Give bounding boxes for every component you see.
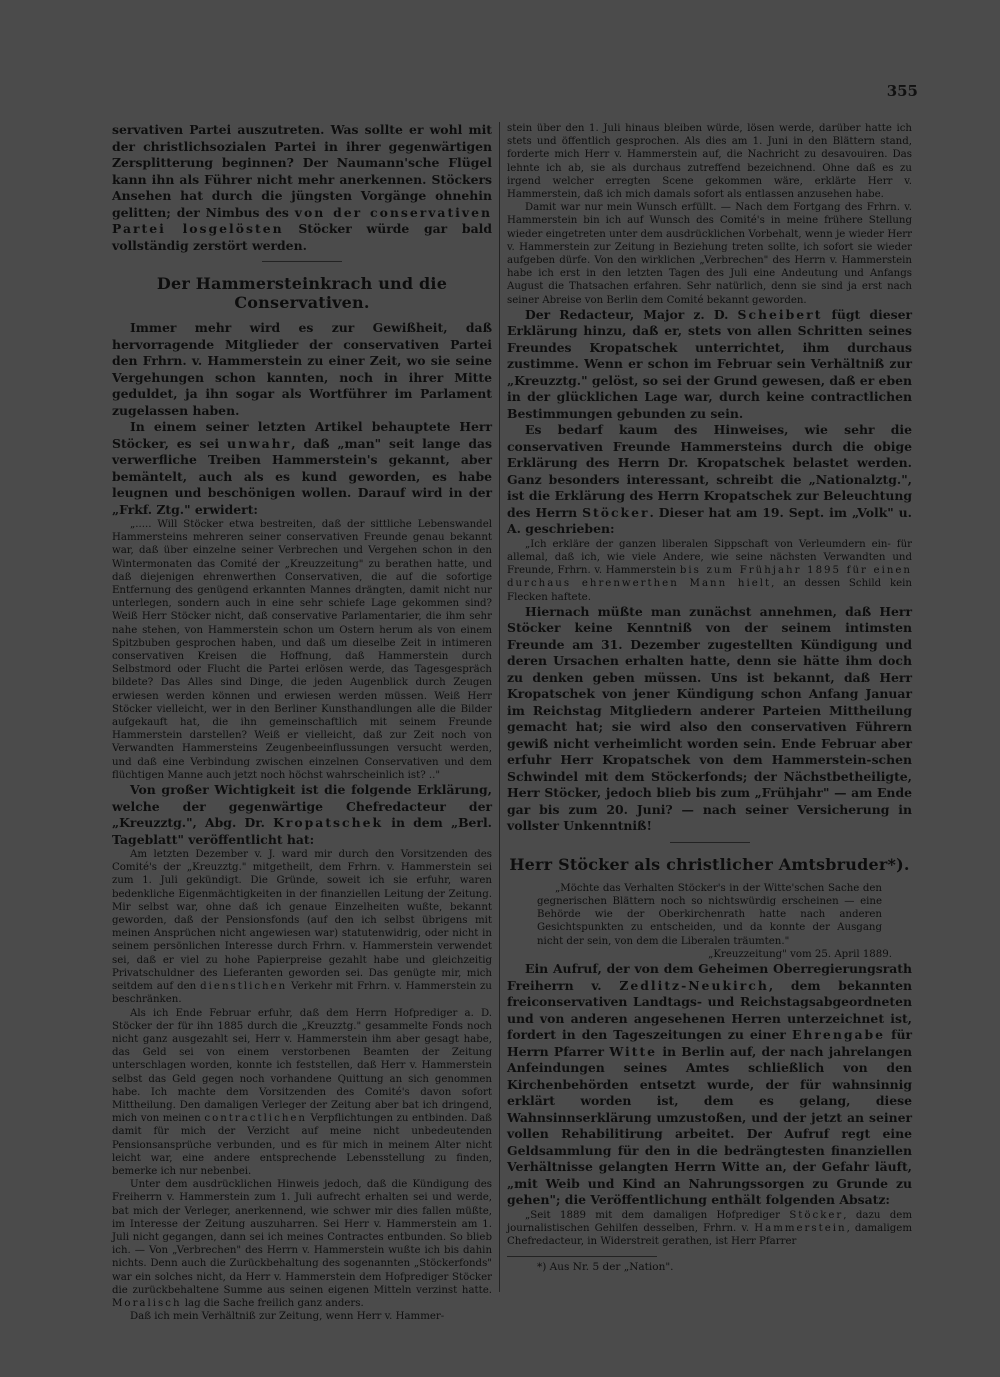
quotation: Als ich Ende Februar erfuhr, daß dem Herrn Hofprediger a. D. Stöcker der für ihn 1885 durch die „Kreuzztg." gesammelte Fonds noch nicht ganz ausgezahlt sei, Herr v. Hammerstein ihm aber gesagt habe, das Geld sei von einem verstorbenen Beamten der Zeitung unterschlagen worden, konnte ich feststellen, daß Herr v. Hammerstein selbst das Geld gegen noch vorhandene Quittung an sich genommen habe. Ich machte dem Vorsitzenden des Comité's davon sofort Mittheilung. Den damaligen Verleger der Zeitung aber bat ich dringend, mich von meinen contractlichen Verpflichtungen zu entbinden. Daß damit für mich der Verzicht auf meine nicht unbedeutenden Pensionsansprüche verbunden, und es für mich in meinem Alter nicht leicht war, eine andere entsprechende Lebensstellung zu finden, bemerke ich nur nebenbei.	[112, 1007, 492, 1177]
paragraph: servativen Partei auszutreten. Was sollte er wohl mit der christlichsozialen Partei in ihrer gegenwärtigen Zersplitterung beginnen? Der Naumann'sche Flügel kann ihn als Führer nicht mehr anerkennen. Stöckers Ansehen hat durch die jüngsten Vorgänge ohnehin gelitten; der Nimbus des von der conservativen Partei losgelösten Stöcker würde gar bald vollständig zerstört werden.	[112, 122, 492, 253]
paragraph: Von großer Wichtigkeit ist die folgende Erklärung, welche der gegenwärtige Chefredacteur der „Kreuzztg.", Abg. Dr. Kropatschek in dem „Berl. Tageblatt" veröffentlicht hat:	[112, 782, 492, 847]
quotation: Damit war nur mein Wunsch erfüllt. — Nach dem Fortgang des Frhrn. v. Hammerstein bin ich auf Wunsch des Comité's in meine frühere Stellung wieder eingetreten unter dem ausdrücklichen Vorbehalt, wenn je wieder Herr v. Hammerstein zur Zeitung in Beziehung treten sollte, ich sofort sie wieder aufgeben dürfe. Von den wirklichen „Verbrechen" des Herrn v. Hammerstein habe ich erst in den letzten Tagen des Juli eine Andeutung und Anfangs August die Thatsachen erfahren. Sehr natürlich, denn sie sind ja erst nach seiner Abreise von Berlin dem Comité bekannt geworden.	[507, 202, 912, 306]
paragraph: Immer mehr wird es zur Gewißheit, daß hervorragende Mitglieder der conservativen Partei den Frhrn. v. Hammerstein zu einer Zeit, wo sie seine Vergehungen schon kannten, noch in ihrer Mitte geduldet, ja ihn sogar als Wortführer im Parlament zugelassen haben.	[112, 320, 492, 418]
right-column	[507, 122, 912, 1312]
quotation: „Ich erkläre der ganzen liberalen Sippschaft von Verleumdern ein- für allemal, daß ich, wie viele Andere, wie seine nächsten Verwandten und Freunde, Frhrn. v. Hammerstein bis zum Frühjahr 1895 für einen durchaus ehrenwerthen Mann hielt, an dessen Schild kein Flecken haftete.	[507, 538, 912, 603]
epigraph: „Möchte das Verhalten Stöcker's in der Witte'schen Sache den gegnerischen Blättern noch so nichtswürdig erscheinen — eine Behörde wie der Oberkirchenrath hatte nach anderen Gesichtspunkten zu entscheiden, und da konnte der Ausgang nicht der sein, von dem die Liberalen träumten."	[537, 882, 882, 947]
paragraph: Hiernach müßte man zunächst annehmen, daß Herr Stöcker keine Kenntniß von der seinem intimsten Freunde am 31. Dezember zugestellten Kündigung und deren Ursachen erhalten hatte, denn sie hätte ihm doch zu denken geben müssen. Uns ist bekannt, daß Herr Kropatschek von jener Kündigung schon Anfang Januar im Reichstag Mitgliedern anderer Parteien Mittheilung gemacht hat; sie wird also den conservativen Führern gewiß nicht verheimlicht worden sein. Ende Februar aber erfuhr Herr Kropatschek von dem Hammerstein-schen Schwindel mit dem Stöckerfonds; der Nächstbetheiligte, Herr Stöcker, jedoch blieb bis zum „Frühjahr" — am Ende gar bis zum 20. Juni? — nach seiner Versicherung in vollster Unkenntniß!	[507, 603, 912, 834]
quotation: Am letzten Dezember v. J. ward mir durch den Vorsitzenden des Comité's der „Kreuzztg." mitgetheilt, dem Frhrn. v. Hammerstein sei zum 1. Juli gekündigt. Die Gründe, soweit ich sie erfuhr, waren bedenkliche Eigenmächtigkeiten in der finanziellen Leitung der Zeitung. Mir selbst war, ohne daß ich genaue Einzelheiten wußte, bekannt geworden, daß der Pensionsfonds (auf den ich selbst übrigens mit meinen Ansprüchen nicht angewiesen war) statutenwidrig, oder nicht in seinem persönlichen Interesse durch Frhrn. v. Hammerstein verwendet sei, daß er viel zu hohe Papierpreise gezahlt habe und gleichzeitig Privatschuldner des Lieferanten geworden sei. Das genügte mir, mich seitdem auf den dienstlichen Verkehr mit Frhrn. v. Hammerstein zu beschränken.	[112, 849, 492, 1006]
paragraph: In einem seiner letzten Artikel behauptete Herr Stöcker, es sei unwahr, daß „man" seit lange das verwerfliche Treiben Hammerstein's gekannt, aber bemäntelt, auch als es kund geworden, es habe leugnen und beschönigen wollen. Darauf wird in der „Frkf. Ztg." erwidert:	[112, 419, 492, 517]
separator-rule	[670, 842, 750, 843]
article-heading: Herr Stöcker als christlicher Amtsbruder*).	[509, 854, 910, 874]
paragraph: Der Redacteur, Major z. D. Scheibert fügt dieser Erklärung hinzu, daß er, stets von allen Schritten seines Freundes Kropatschek unterrichtet, ihm durchaus zustimme. Wenn er schon im Februar sein Verhältniß zur „Kreuzztg." gelöst, so sei der Grund gewesen, daß er eben in der glücklichen Lage war, durch keine contractlichen Bestimmungen gebunden zu sein.	[507, 306, 912, 421]
paragraph: Es bedarf kaum des Hinweises, wie sehr die conservativen Freunde Hammersteins durch die obige Erklärung des Herrn Dr. Kropatschek belastet werden. Ganz besonders interessant, schreibt die „Nationalztg.", ist die Erklärung des Herrn Kropatschek zur Beleuchtung des Herrn Stöcker. Dieser hat am 19. Sept. im „Volk" u. A. geschrieben:	[507, 422, 912, 537]
quotation: Daß ich mein Verhältniß zur Zeitung, wenn Herr v. Hammer-	[130, 1311, 445, 1323]
footnote: *) Aus Nr. 5 der „Nation".	[537, 1261, 674, 1274]
quotation: „Seit 1889 mit dem damaligen Hofprediger Stöcker, dazu dem journalistischen Gehilfen desselben, Frhrn. v. Hammerstein, damaligem Chefredacteur, in Widerstreit gerathen, ist Herr Pfarrer	[507, 1209, 912, 1247]
paragraph: Ein Aufruf, der von dem Geheimen Oberregierungsrath Freiherrn v. Zedlitz-Neukirch, dem bekannten freiconservativen Landtags- und Reichstagsabgeordneten und von anderen angesehenen Herren unterzeichnet ist, fordert in den Tageszeitungen zu einer Ehrengabe für Herrn Pfarrer Witte in Berlin auf, der nach jahrelangen Anfeindungen seines Amtes schließlich von den Kirchenbehörden entsetzt wurde, der für wahnsinnig erklärt worden ist, dem es gelang, diese Wahnsinnserklärung umzustoßen, und der jetzt an seiner vollen Rehabilitirung arbeitet. Der Aufruf regt eine Geldsammlung für den in die bedrängtesten finanziellen Verhältnisse gelangten Herrn Witte an, der Gefahr läuft, „mit Weib und Kind an Nahrungssorgen zu Grunde zu gehen"; die Veröffentlichung enthält folgenden Absatz:	[507, 961, 912, 1208]
separator-rule	[262, 261, 342, 262]
quotation: „..... Will Stöcker etwa bestreiten, daß der sittliche Lebenswandel Hammersteins mehreren seiner conservativen Freunde genau bekannt war, daß über einzelne seiner Verbrechen und Vergehen schon in den Wintermonaten das Comité der „Kreuzzeitung" zu berathen hatte, und daß diejenigen ehrenwerthen Conservativen, die auf die sofortige Entfernung des genügend erkannten Mannes drängten, damit nicht nur unterlegen, sondern auch in eine sehr schiefe Lage gekommen sind? Weiß Herr Stöcker nicht, daß conservative Parlamentarier, die ihm sehr nahe stehen, von Hammerstein schon um Ostern herum als von einem Spitzbuben gesprochen haben, und daß um dieselbe Zeit in intimeren conservativen Kreisen die Hoffnung, daß Hammerstein durch Selbstmord oder Flucht die Partei erlösen werde, das Tagesgespräch bildete? Das Alles sind Dinge, die jeden Augenblick durch Zeugen erwiesen werden können und erwiesen werden müssen. Weiß Herr Stöcker vielleicht, wer in den Berliner Kunsthandlungen alle die Bilder aufgekauft hat, die ihn gemeinschaftlich mit seinem Freunde Hammerstein darstellen? Weiß er vielleicht, daß zur Zeit noch von Verwandten Hammersteins Zeugenbeeinflussungen versucht werden, und daß eine Verbindung zwischen einzelnen Conservativen und dem flüchtigen Manne auch jetzt noch höchst wahrscheinlich ist? .."	[112, 519, 492, 781]
epigraph-source: „Kreuzzeitung" vom 25. April 1889.	[708, 948, 892, 960]
quotation: Unter dem ausdrücklichen Hinweis jedoch, daß die Kündigung des Freiherrn v. Hammerstein zum 1. Juli aufrecht erhalten sei und werde, bat mich der Verleger, anerkennend, wie schwer mir dies fallen müßte, im Interesse der Zeitung auszuharren. Sei Herr v. Hammerstein am 1. Juli nicht gegangen, dann sei ich meines Contractes entbunden. So blieb ich. — Von „Verbrechen" des Herrn v. Hammerstein wußte ich bis dahin nichts. Denn auch die Zurückbehaltung des sogenannten „Stöckerfonds" war ein solches nicht, da Herr v. Hammerstein dem Hofprediger Stöcker die zurückbehaltene Summe aus seinen eigenen Mitteln verzinst hatte. Moralisch lag die Sache freilich ganz anders.	[112, 1179, 492, 1309]
quotation: stein über den 1. Juli hinaus bleiben würde, lösen werde, darüber hatte ich stets und öffentlich gesprochen. Als dies am 1. Juni in den Blättern stand, forderte mich Herr v. Hammerstein auf, die Nachricht zu desavouiren. Das lehnte ich ab, sie als durchaus zutreffend bezeichnend. Ohne daß es zu irgend welcher erregten Scene gekommen wäre, erklärte Herr v. Hammerstein, daß ich mich damals sofort als entlassen anzusehen habe.	[507, 123, 912, 201]
footnote-rule	[507, 1256, 657, 1257]
column-divider	[499, 122, 500, 1292]
article-heading: Der Hammersteinkrach und die Conservativen.	[156, 274, 448, 312]
left-column	[112, 122, 492, 1323]
page-number: 355	[886, 82, 918, 100]
